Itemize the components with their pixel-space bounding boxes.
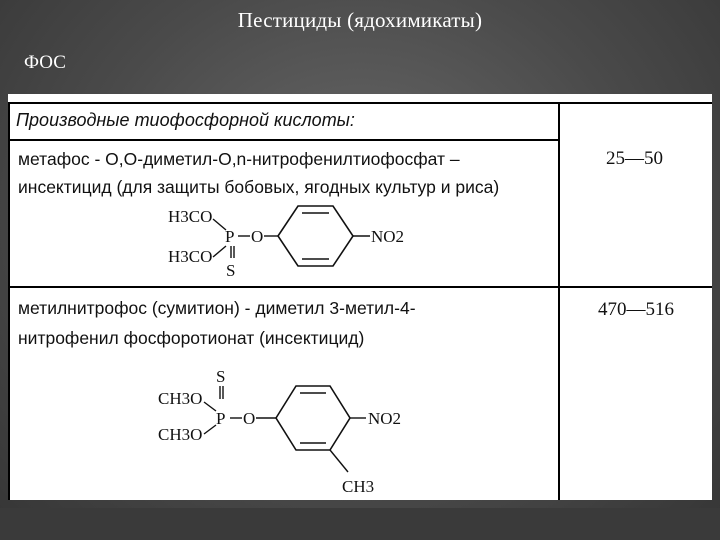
group-b: CH3O [158, 425, 203, 444]
section-label: ФОС [24, 52, 66, 73]
group-b: H3CO [168, 247, 213, 266]
row2-description-line2: нитрофенил фосфоротионат (инсектицид) [18, 328, 365, 348]
sulfur-atom: S [216, 367, 226, 386]
row-divider [8, 286, 712, 288]
scanned-table-image [8, 94, 712, 500]
row2-description-line1: метилнитрофос (сумитион) - диметил 3-метил-4- [18, 298, 416, 318]
row1-description-line1: метафос - O,O-диметил-O,n-нитрофенилтиофосфат – [18, 149, 460, 169]
row1-description-line2: инсектицид (для защиты бобовых, ягодных культур и риса) [18, 177, 500, 197]
table-left-border [8, 102, 10, 500]
sulfur-atom: S [226, 261, 236, 280]
oxygen-atom: O [251, 227, 264, 246]
metaphos-structure [158, 202, 418, 284]
phosphorus-atom: P [225, 227, 235, 246]
group-a: CH3O [158, 389, 203, 408]
group-a: H3CO [168, 207, 213, 226]
row2-value: 470—516 [598, 299, 674, 320]
nitro-group: NO2 [371, 227, 405, 246]
oxygen-atom: O [243, 409, 256, 428]
nitro-group: NO2 [368, 409, 402, 428]
table-top-border [8, 102, 712, 104]
phosphorus-atom: P [216, 409, 226, 428]
slide-title: Пестициды (ядохимикаты) [237, 8, 483, 32]
header-divider [8, 139, 558, 141]
bottom-bar [0, 508, 720, 540]
table-header: Производные тиофосфорной кислоты: [16, 110, 355, 130]
row1-value: 25—50 [606, 148, 663, 169]
sumithion-structure [158, 368, 428, 498]
column-divider [558, 102, 560, 500]
methyl-group: CH3 [342, 477, 375, 496]
